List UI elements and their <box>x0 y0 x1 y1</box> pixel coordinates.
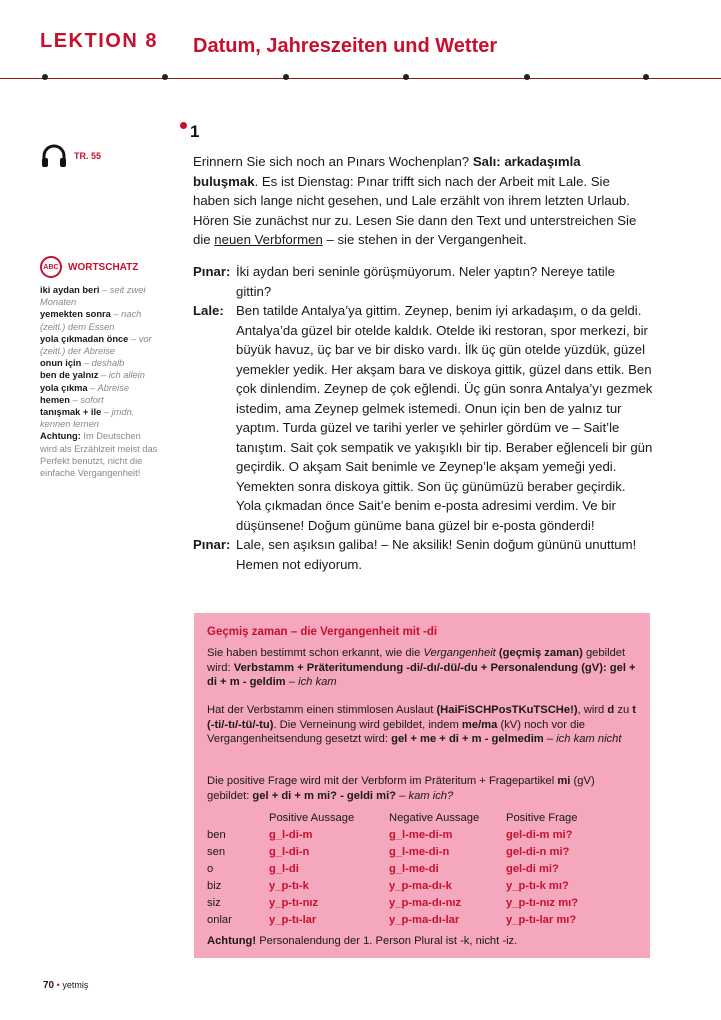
conjugation-table <box>207 810 578 929</box>
track-label: TR. 55 <box>74 151 102 161</box>
grammar-paragraph: Die positive Frage wird mit der Verbform im Präteritum + Fragepartikel mi (gV) gebildet: gel + di + m mi? - geldi mi? – kam ich? <box>207 775 595 802</box>
vocab-entry: yola çıkmadan önce – vor (zeitl.) der Abreise <box>40 333 152 357</box>
rule-dot <box>283 74 289 80</box>
rule-dot <box>403 74 409 80</box>
rule-dot <box>524 74 530 80</box>
grammar-note: Achtung! Personalendung der 1. Person Plural ist -k, nicht -iz. <box>207 935 518 947</box>
vocab-entry: iki aydan beri – seit zwei Monaten <box>40 285 146 308</box>
wortschatz-label: WORTSCHATZ <box>68 261 139 273</box>
vocab-entry: ben de yalnız – ich allein <box>40 370 145 381</box>
table-row: biz y_p-tı-k y_p-ma-dı-k y_p-tı-k mı? <box>207 880 569 892</box>
lesson-label: LEKTION 8 <box>40 30 158 52</box>
table-header-row: Positive Aussage Negative Aussage Positive Frage <box>269 812 578 824</box>
grammar-paragraph: Hat der Verbstamm einen stimmlosen Auslaut (HaiFiSCHPosTKuTSCHe!), wird d zu t (-ti/-tı/-tü/-tu). Die Verneinung wird gebildet, indem me/ma (kV) noch vor die Vergangenheitsendung gesetzt wird: gel + me + di + m - gelmedim – ich kam nicht <box>207 704 637 745</box>
table-row: sen g_l-di-n g_l-me-di-n gel-di-n mi? <box>207 846 570 858</box>
page-number: 70 <box>43 980 55 991</box>
wortschatz-header <box>40 256 138 278</box>
page-title: Datum, Jahreszeiten und Wetter <box>193 35 498 57</box>
table-row: o g_l-di g_l-me-di gel-di mi? <box>207 863 559 875</box>
rule-dot <box>643 74 649 80</box>
table-row: siz y_p-tı-nız y_p-ma-dı-nız y_p-tı-nız mı? <box>207 897 579 909</box>
audio-track[interactable] <box>40 144 101 168</box>
vocab-entry: hemen – sofort <box>40 394 104 405</box>
wortschatz-list <box>40 284 160 479</box>
rule-dot <box>42 74 48 80</box>
dialog <box>193 262 653 574</box>
vocab-entry: tanışmak + ile – jmdn. kennen lernen <box>40 407 135 430</box>
dialog-line: Pınar: Lale, sen aşıksın galiba! – Ne aksilik! Senin doğum gününü unuttum! Hemen not ediyorum. <box>193 537 637 572</box>
grammar-title: Geçmiş zaman – die Vergangenheit mit -di <box>207 626 438 638</box>
exercise-bullet <box>180 122 187 129</box>
headphones-icon <box>40 144 68 168</box>
dialog-line: Lale: Ben tatilde Antalya’ya gittim. Zeynep, benim iyi arkadaşım, o da geldi. Antalya’da güzel bir otelde kaldık. Otelde iki restoran, spor merkezi, bir büyük havuz, üç bar ve bir disko vardı. İlk üç gün otelde yüzdük, güzel yemekler yedik. Her akşam bara ve diskoya gittik, güzel dans ettik. Ben çok dinlendim. Zeynep de çok eğlendi. Üç gün sonra Antalya’yı gezmek istedim, ama Zeynep gelmek istemedi. Onun için ben de yalnız tur yaptım. Turda güzel ve tarihi yerler ve şehirler gördüm ve – Sait’le tanıştım. Sait çok sempatik ve yakışıklı bir tip. Beraber eğlenceli bir gün geçirdik. O akşam Sait benimle ve Zeynep’le akşam yemeği yedi. Yemekten sonra diskoya gittik. Son üç günümüzü beraber geçirdik. Yola çıkmadan önce Sait’e benim e-posta adresimi verdim. Ve bir düşünsene! Doğum günüme bana güzel bir e-posta gönderdi! <box>193 303 653 533</box>
grammar-paragraph: Sie haben bestimmt schon erkannt, wie die Vergangenheit (geçmiş zaman) gebildet wird: Verbstamm + Präteritumendung -di/-dı/-dü/-du + Personalendung (gV): gel + di + m - geldim – ich kam <box>207 647 636 688</box>
header-rule <box>0 78 721 79</box>
vocab-entry: yola çıkma – Abreise <box>40 382 130 393</box>
page-word: yetmiş <box>62 980 89 990</box>
table-row: ben g_l-di-m g_l-me-di-m gel-di-m mi? <box>207 829 573 841</box>
exercise-instructions: Erinnern Sie sich noch an Pınars Wochenplan? Salı: arkadaşımla buluşmak. Es ist Dienstag: Pınar trifft sich nach der Arbeit mit Lale. Sie haben sich lange nicht gesehen, und Lale erzählt von ihrem letzten Urlaub. Hören Sie zunächst nur zu. Lesen Sie dann den Text und unterstreichen Sie die neuen Verbformen – sie stehen in der Vergangenheit. <box>193 154 637 247</box>
abc-icon: ABC <box>40 256 62 278</box>
vocab-entry: yemekten sonra – nach (zeitl.) dem Essen <box>40 309 142 332</box>
footer-dot: • <box>56 980 60 990</box>
exercise-number: 1 <box>180 122 199 142</box>
page-footer <box>43 980 88 991</box>
vocab-note: Achtung: Im Deutschen wird als Erzählzeit meist das Perfekt benutzt, nicht die einfache Vergangenheit! <box>40 431 158 479</box>
vocab-entry: onun için – deshalb <box>40 358 125 369</box>
dialog-line: Pınar: İki aydan beri seninle görüşmüyorum. Neler yaptın? Nereye tatile gittin? <box>193 264 615 299</box>
rule-dot <box>162 74 168 80</box>
table-row: onlar y_p-tı-lar y_p-ma-dı-lar y_p-tı-lar mı? <box>207 914 577 926</box>
